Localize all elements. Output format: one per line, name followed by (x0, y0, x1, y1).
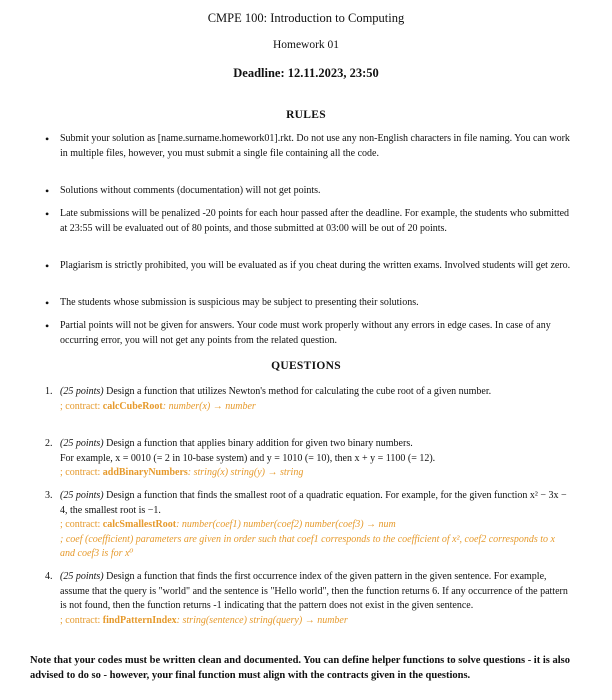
question-points: (25 points) (60, 386, 104, 397)
question-points: (25 points) (60, 571, 104, 582)
rule-item: Plagiarism is strictly prohibited, you will be evaluated as if you cheat during the written exams. Involved students will get zero. (60, 260, 571, 271)
question-number: 4. (45, 571, 53, 582)
question-2 (60, 437, 572, 481)
contract-name: findPatternIndex (102, 614, 177, 626)
rule-item: Late submissions will be penalized -20 points for each hour passed after the deadline. For example, the students who submitted at 23:55 will be evaluated out of 80 points, and those submitted at 03:00 will be out of 20 points. (60, 208, 570, 234)
footer-note: Note that your codes must be written clean and documented. You can define helper functions to solve questions - it is also advised to do so - however, your final function must align with the contracts given in the questions. (30, 655, 570, 681)
question-number: 3. (45, 490, 53, 501)
deadline (0, 66, 612, 81)
questions-heading: QUESTIONS (271, 360, 341, 372)
contract-signature: : number(x) → number (162, 400, 256, 412)
bullet-icon: • (45, 319, 50, 333)
contract-prefix: ; contract: (60, 519, 103, 530)
question-text: Design a function that finds the first occurrence index of the given pattern in the given sentence. For example, assume that the query is "world" and the sentence is "Hello world", then the function returns 6. If any occurrence of the pattern is not found, then the function returns -1 indicating that the pattern does not exist in the given sentence. (60, 571, 568, 611)
contract-line (60, 519, 396, 530)
question-points: (25 points) (60, 490, 104, 501)
deadline-label: Deadline: (233, 66, 285, 80)
bullet-icon: • (45, 259, 50, 273)
question-text: Design a function that finds the smallest root of a quadratic equation. For example, for the given function x² − 3x − 4, the smallest root is −1. (60, 490, 567, 516)
question-1 (60, 385, 572, 414)
contract-name: addBinaryNumbers (102, 467, 188, 478)
contract-name: calcCubeRoot (102, 400, 163, 412)
rule-item: Submit your solution as [name.surname.homework01].rkt. Do not use any non-English characters in file naming. You can work in multiple files, however, you must submit a single file containing all the code. (60, 133, 570, 159)
question-4 (60, 570, 572, 628)
contract-prefix: ; contract: (60, 614, 103, 626)
question-3 (60, 489, 572, 562)
contract-signature: : string(sentence) string(query) → number (176, 614, 348, 626)
contract-prefix: ; contract: (60, 467, 103, 478)
rule-item: Partial points will not be given for answers. Your code must work properly without any errors in edge cases. In case of any occurring error, you will not get any points from the related question. (60, 320, 551, 346)
question-points: (25 points) (60, 438, 104, 449)
contract-name: calcSmallestRoot (102, 519, 177, 530)
bullet-icon: • (45, 296, 50, 310)
contract-line (60, 467, 303, 478)
contract-prefix: ; contract: (60, 400, 103, 412)
question-text: Design a function that utilizes Newton's method for calculating the cube root of a given number. (103, 386, 492, 397)
bullet-icon: • (45, 207, 50, 221)
bullet-icon: • (45, 184, 50, 198)
contract-note: ; coef (coefficient) parameters are given in order such that coef1 corresponds to the coefficient of x², coef2 corresponds to x and coef3 is for x⁰ (60, 533, 555, 559)
rule-item: The students whose submission is suspicious may be subject to presenting their solutions. (60, 297, 419, 308)
contract-line (60, 615, 348, 626)
homework-title: Homework 01 (272, 39, 340, 51)
question-example: For example, x = 0010 (= 2 in 10-base system) and y = 1010 (= 10), then x + y = 1100 (= 12). (60, 452, 436, 464)
rule-item: Solutions without comments (documentation) will not get points. (60, 185, 321, 196)
contract-line (60, 401, 256, 412)
deadline-value: 12.11.2023, 23:50 (287, 66, 379, 80)
question-number: 2. (45, 438, 53, 449)
course-title: CMPE 100: Introduction to Computing (207, 11, 405, 25)
contract-signature: : number(coef1) number(coef2) number(coef3) → num (176, 519, 396, 530)
question-number: 1. (45, 386, 53, 397)
question-text: Design a function that applies binary addition for given two binary numbers. (103, 438, 413, 449)
bullet-icon: • (45, 132, 50, 146)
contract-signature: : string(x) string(y) → string (187, 467, 304, 478)
rules-heading: RULES (286, 109, 326, 121)
